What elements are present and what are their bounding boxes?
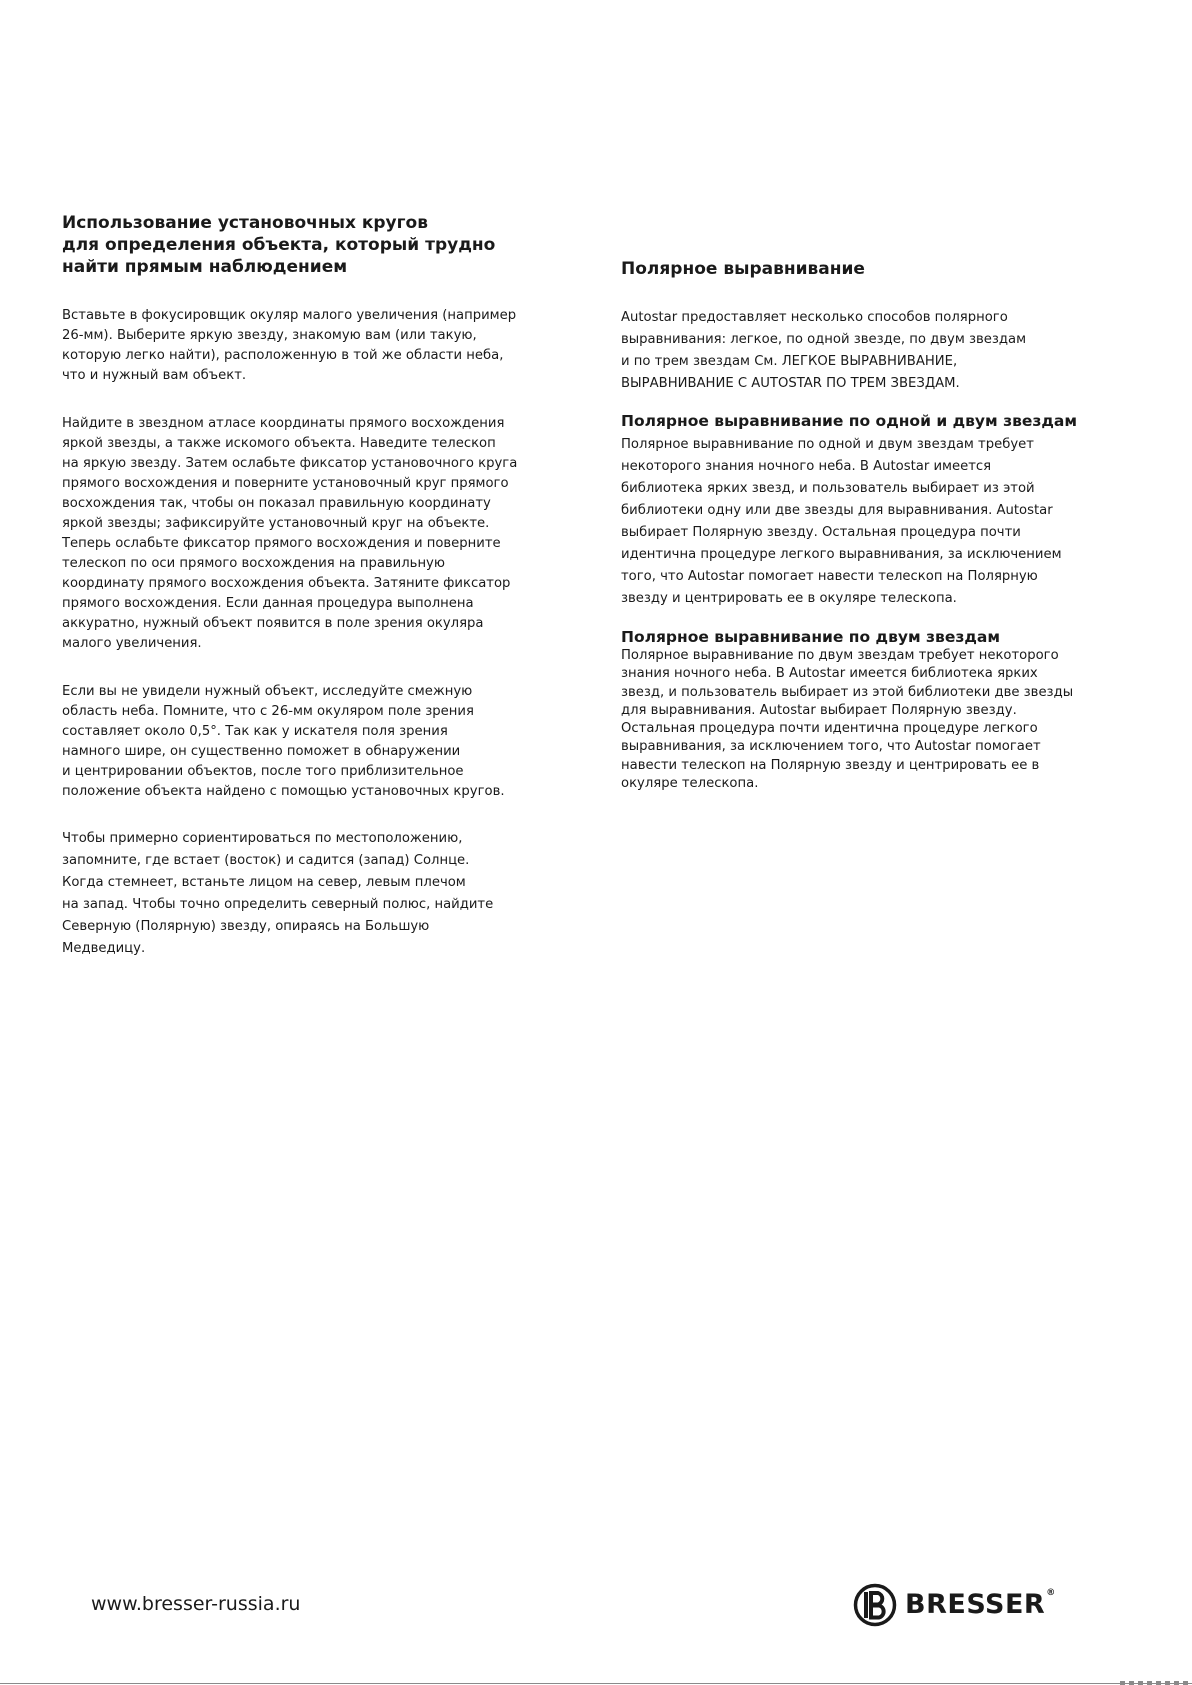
bresser-logo — [853, 1583, 1056, 1627]
text-line: Теперь ослабьте фиксатор прямого восхождения и поверните — [62, 536, 501, 551]
text-line: Чтобы примерно сориентироваться по местоположению, — [62, 831, 463, 846]
website-link[interactable]: www.bresser-russia.ru — [91, 1593, 301, 1615]
page-edge-line — [0, 1683, 1192, 1684]
text-line: Autostar предоставляет несколько способов полярного — [621, 310, 1008, 325]
paragraph-polar-intro — [621, 307, 1026, 395]
text-line: библиотека ярких звезд, и пользователь выбирает из этой — [621, 481, 1035, 496]
text-line: звезду и центрировать ее в окуляре телескопа. — [621, 591, 957, 606]
text-line: выравнивания: легкое, по одной звезде, по двум звездам — [621, 332, 1027, 347]
text-line: Найдите в звездном атласе координаты прямого восхождения — [62, 416, 505, 431]
paragraph-adjacent-area — [62, 682, 505, 802]
text-line: телескоп по оси прямого восхождения на правильную — [62, 556, 445, 571]
text-line: звезд, и пользователь выбирает из этой библиотеки две звезды — [621, 684, 1074, 700]
text-line: Если вы не увидели нужный объект, исследуйте смежную — [62, 684, 473, 699]
title-line: Использование установочных кругов — [62, 213, 428, 233]
text-line: окуляре телескопа. — [621, 776, 759, 792]
title-line: для определения объекта, который трудно — [62, 235, 496, 255]
text-line: 26-мм). Выберите яркую звезду, знакомую вам (или такую, — [62, 328, 477, 343]
text-line: составляет около 0,5°. Так как у искателя поля зрения — [62, 724, 448, 739]
text-line: и центрировании объектов, после того приблизительное — [62, 764, 464, 779]
text-line: Полярное выравнивание по одной и двум звездам требует — [621, 437, 1034, 452]
text-line: яркой звезды, а также искомого объекта. Наведите телескоп — [62, 436, 496, 451]
text-line: прямого восхождения и поверните установочный круг прямого — [62, 476, 509, 491]
text-line: Когда стемнеет, встаньте лицом на север, левым плечом — [62, 875, 466, 890]
text-line: выравнивания, за исключением того, что Autostar помогает — [621, 739, 1041, 755]
text-line: на яркую звезду. Затем ослабьте фиксатор установочного круга — [62, 456, 518, 471]
text-line: Северную (Полярную) звезду, опираясь на Большую — [62, 919, 430, 934]
text-line: навести телескоп на Полярную звезду и центрировать ее в — [621, 757, 1040, 773]
text-line: Полярное выравнивание по двум звездам требует некоторого — [621, 648, 1059, 663]
subsection-title-one-two-star: Полярное выравнивание по одной и двум звездам — [621, 412, 1078, 430]
section-title-setting-circles — [62, 212, 495, 278]
text-line: знания ночного неба. В Autostar имеется библиотека ярких — [621, 666, 1038, 682]
text-line: яркой звезды; зафиксируйте установочный круг на объекте. — [62, 516, 490, 531]
text-line: область неба. Помните, что с 26-мм окуляром поле зрения — [62, 704, 474, 719]
page-edge-ticks — [1120, 1681, 1192, 1685]
text-line: прямого восхождения. Если данная процедура выполнена — [62, 596, 474, 611]
subsection-title-two-star: Полярное выравнивание по двум звездам — [621, 628, 1001, 646]
paragraph-eyepiece — [62, 306, 516, 386]
brand-name — [905, 1583, 1056, 1627]
paragraph-orientation — [62, 828, 493, 960]
text-line: выбирает Полярную звезду. Остальная процедура почти — [621, 525, 1021, 540]
text-line: и по трем звездам См. ЛЕГКОЕ ВЫРАВНИВАНИЕ, — [621, 354, 958, 369]
text-line: ВЫРАВНИВАНИЕ С AUTOSTAR ПО ТРЕМ ЗВЕЗДАМ. — [621, 376, 960, 391]
text-line: что и нужный вам объект. — [62, 368, 247, 383]
text-line: идентична процедуре легкого выравнивания, за исключением — [621, 547, 1062, 562]
bresser-logo-mark-icon — [853, 1583, 897, 1627]
text-line: на запад. Чтобы точно определить северный полюс, найдите — [62, 897, 494, 912]
text-line: библиотеки одну или две звезды для выравнивания. Autostar — [621, 503, 1053, 518]
text-line: запомните, где встает (восток) и садится (запад) Солнце. — [62, 853, 470, 868]
paragraph-one-two-star — [621, 434, 1062, 610]
section-title-polar-alignment: Полярное выравнивание — [621, 259, 865, 279]
registered-mark: ® — [1046, 1588, 1056, 1598]
text-line: для выравнивания. Autostar выбирает Полярную звезду. — [621, 702, 1017, 718]
text-line: малого увеличения. — [62, 636, 202, 651]
paragraph-star-atlas — [62, 414, 517, 654]
text-line: положение объекта найдено с помощью установочных кругов. — [62, 784, 505, 799]
text-line: Вставьте в фокусировщик окуляр малого увеличения (например — [62, 308, 517, 323]
text-line: того, что Autostar помогает навести телескоп на Полярную — [621, 569, 1038, 584]
brand-wordmark: BRESSER — [905, 1589, 1046, 1620]
text-line: намного шире, он существенно поможет в обнаружении — [62, 744, 461, 759]
text-line: аккуратно, нужный объект появится в поле зрения окуляра — [62, 616, 484, 631]
text-line: Медведицу. — [62, 941, 146, 956]
text-line: некоторого знания ночного неба. В Autostar имеется — [621, 459, 992, 474]
title-line: найти прямым наблюдением — [62, 257, 348, 277]
text-line: которую легко найти), расположенную в той же области неба, — [62, 348, 504, 363]
text-line: координату прямого восхождения объекта. Затяните фиксатор — [62, 576, 511, 591]
paragraph-two-star — [621, 647, 1073, 793]
text-line: Остальная процедура почти идентична процедуре легкого — [621, 721, 1038, 737]
text-line: восхождения так, чтобы он показал правильную координату — [62, 496, 491, 511]
